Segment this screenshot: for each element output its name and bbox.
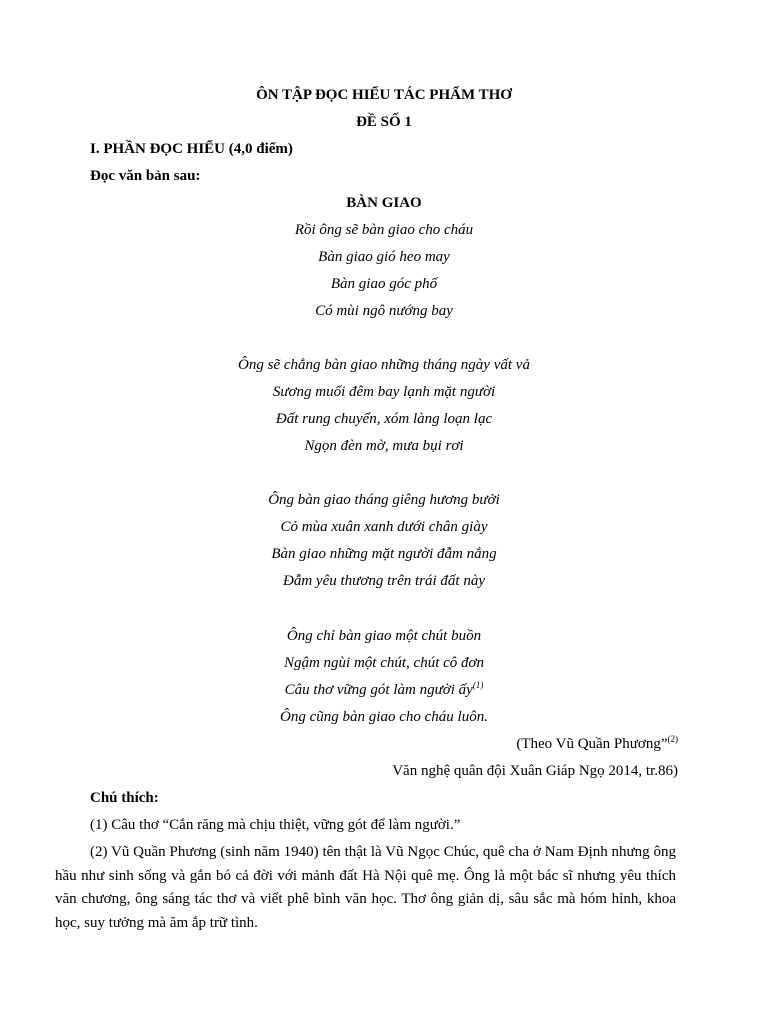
notes-heading: Chú thích: <box>90 790 159 806</box>
poem-line: Đất rung chuyển, xóm làng loạn lạc <box>275 411 493 427</box>
poem-line: Có mùi ngô nướng bay <box>315 303 453 319</box>
poem-line: Ông chỉ bàn giao một chút buồn <box>286 628 482 644</box>
footnote-marker: (1) <box>472 680 484 690</box>
poem-line: Ngậm ngùi một chút, chút cô đơn <box>283 655 485 671</box>
poem-title: BÀN GIAO <box>346 195 422 211</box>
footnote-2: (2) Vũ Quần Phương (sinh năm 1940) tên thật là Vũ Ngọc Chúc, quê cha ở Nam Định nhưng ông hầu như sinh sống và gắn bó cả đời với mảnh đất Hà Nội quê mẹ. Ông là một bác sĩ nhưng yêu thích văn chương, ông sáng tác thơ và viết phê bình văn học. Thơ ông giản dị, sâu sắc mà hóm hỉnh, khoa học, suy tưởng mà ăm ắp trữ tình. <box>55 844 676 931</box>
poem-line: Sương muối đêm bay lạnh mặt người <box>272 384 496 400</box>
poem-line: Bàn giao những mặt người đẫm nắng <box>271 546 497 562</box>
poem-line: Cỏ mùa xuân xanh dưới chân giày <box>280 519 488 535</box>
document-title: ÔN TẬP ĐỌC HIỂU TÁC PHẨM THƠ <box>256 87 512 103</box>
poem-line: Ông cũng bàn giao cho cháu luôn. <box>280 709 488 725</box>
exam-number: ĐỀ SỐ 1 <box>356 114 412 130</box>
footnote-marker: (2) <box>667 734 678 744</box>
poem-attribution <box>516 735 678 753</box>
poem-line: Bàn giao gió heo may <box>318 249 450 265</box>
poem-line: Rồi ông sẽ bàn giao cho cháu <box>294 222 474 238</box>
poem-line: Ngọn đèn mờ, mưa bụi rơi <box>304 438 464 454</box>
poem-source: Văn nghệ quân đội Xuân Giáp Ngọ 2014, tr.86) <box>392 763 678 779</box>
poem-line: Ông bàn giao tháng giêng hương bưởi <box>268 492 500 508</box>
poem-line-text: Câu thơ vững gót làm người ấy <box>284 682 473 698</box>
reading-instruction: Đọc văn bản sau: <box>90 168 201 184</box>
section-heading: I. PHẦN ĐỌC HIỂU (4,0 điểm) <box>90 141 293 157</box>
poem-line: Ông sẽ chẳng bàn giao những tháng ngày vất vả <box>238 357 530 373</box>
attribution-text: (Theo Vũ Quần Phương” <box>516 736 668 752</box>
poem-line-with-footnote <box>0 681 768 699</box>
poem-line: Đẫm yêu thương trên trái đất này <box>283 573 485 589</box>
poem-line: Bàn giao góc phố <box>330 276 438 292</box>
footnote-1: (1) Câu thơ “Cắn răng mà chịu thiệt, vững gót để làm người.” <box>90 817 461 833</box>
